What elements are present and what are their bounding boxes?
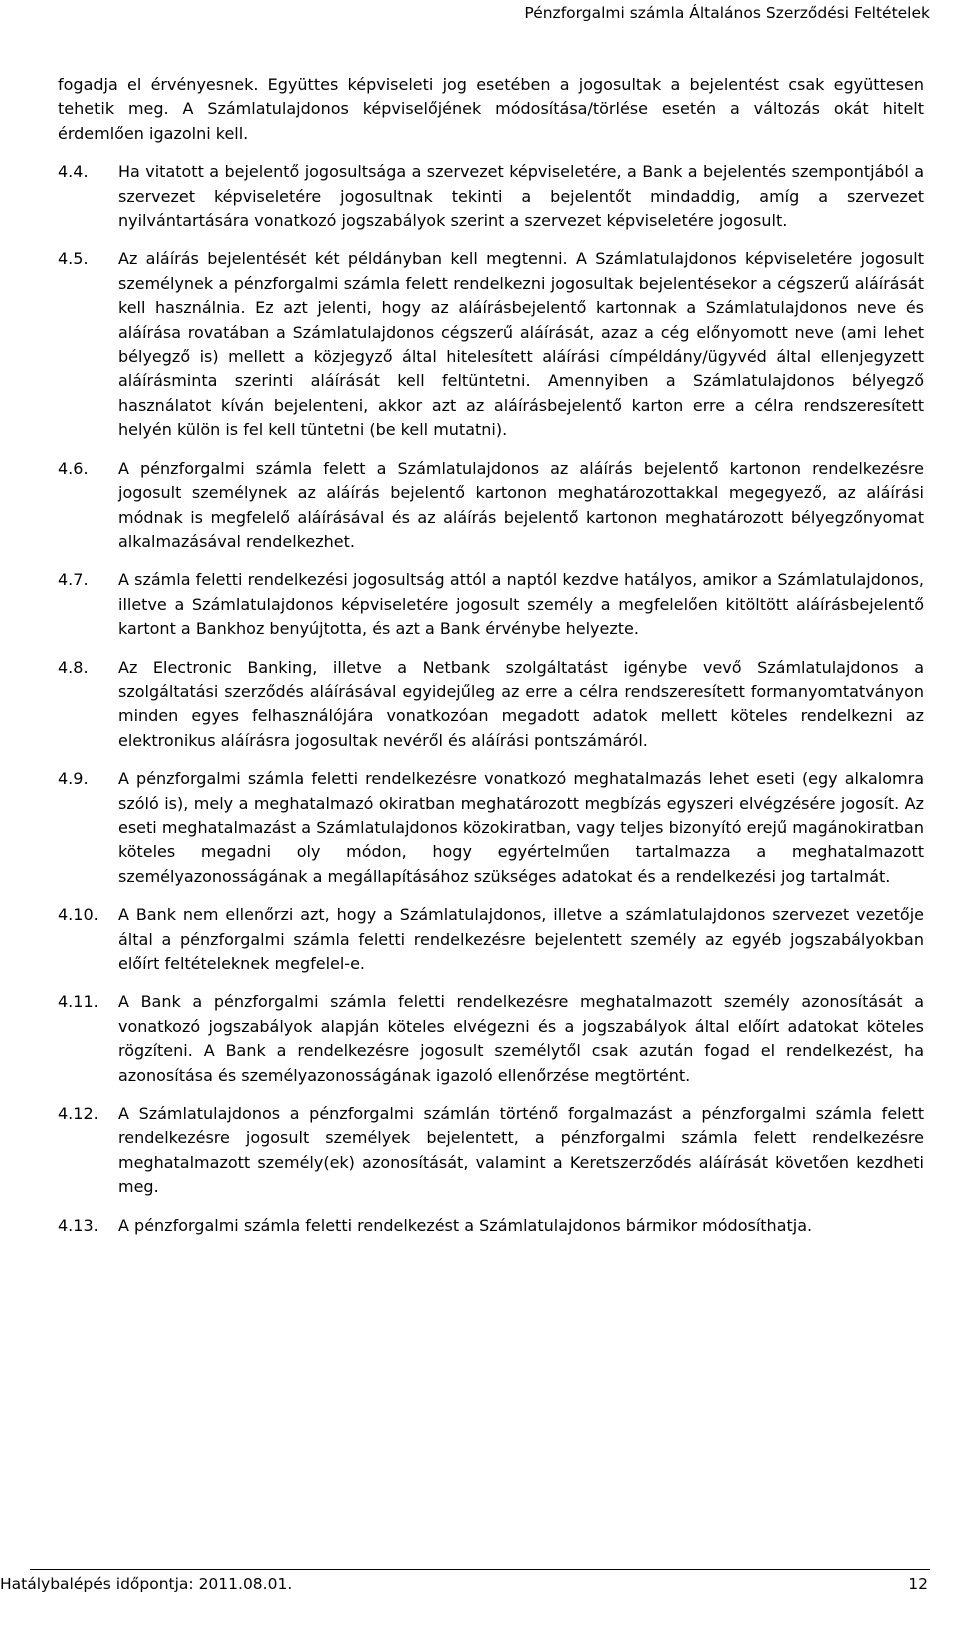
footer-page-number: 12 [908,1575,928,1593]
section-text: A számla feletti rendelkezési jogosultság attól a naptól kezdve hatályos, amikor a Számlatulajdonos, illetve a Számlatulajdonos képviseletére jogosult személy a megfelelően kitöltött aláírásbejelentő kartont a Bankhoz benyújtotta, és azt a Bank érvénybe helyezte. [118,570,924,639]
section-4-8 [58,656,924,754]
section-text: A Bank a pénzforgalmi számla feletti rendelkezésre meghatalmazott személy azonosítását a vonatkozó jogszabályok alapján köteles elvégezni és a jogszabályok által előírt adatokat köteles rögzíteni. A Bank a rendelkezésre jogosult személytől csak azután fogad el rendelkezést, ha azonosítása és személyazonosságának igazoló ellenőrzése megtörtént. [118,992,924,1085]
section-4-6 [58,457,924,555]
page-header-title: Pénzforgalmi számla Általános Szerződési Feltételek [524,4,930,22]
section-text: Az aláírás bejelentését két példányban kell megtenni. A Számlatulajdonos képviseletére jogosult személynek a pénzforgalmi számla felett rendelkezni jogosultak bejelentésekor a cégszerű aláírását kell használnia. Ez azt jelenti, hogy az aláírásbejelentő kartonnak a Számlatulajdonos neve és aláírása rovatában a Számlatulajdonos cégszerű aláírását, azaz a cég előnyomott neve (ami lehet bélyegző is) mellett a közjegyző által hitelesített aláírási címpéldány/ügyvéd által ellenjegyzett aláírásminta szerinti aláírását kell feltüntetni. Amennyiben a Számlatulajdonos bélyegző használatot kíván bejelenteni, akkor azt az aláírásbejelentő karton erre a célra rendszeresített helyén külön is fel kell tüntetni (be kell mutatni). [118,249,924,440]
section-4-11 [58,990,924,1088]
section-4-7 [58,568,924,641]
section-4-5 [58,247,924,442]
section-4-12 [58,1102,924,1200]
section-number: 4.13. [58,1215,99,1235]
section-text: A pénzforgalmi számla feletti rendelkezést a Számlatulajdonos bármikor módosíthatja. [118,1215,813,1235]
section-4-9 [58,767,924,889]
section-text: A Számlatulajdonos a pénzforgalmi számlán történő forgalmazást a pénzforgalmi számla felett rendelkezésre jogosult személyek bejelentett, a pénzforgalmi számla felett rendelkezésre meghatalmazott személy(ek) azonosítását, valamint a Keretszerződés aláírását követően kezdheti meg. [118,1104,924,1197]
footer-effective-date: Hatálybalépés időpontja: 2011.08.01. [0,1575,293,1593]
section-text: A pénzforgalmi számla felett a Számlatulajdonos az aláírás bejelentő kartonon rendelkezésre jogosult személynek az aláírás bejelentő kartonon meghatározottakkal megegyező, az aláírási módnak is megfelelő aláírásával és az aláírás bejelentő kartonon meghatározott bélyegzőnyomat alkalmazásával rendelkezhet. [118,458,924,551]
section-text: A pénzforgalmi számla feletti rendelkezésre vonatkozó meghatalmazás lehet eseti (egy alkalomra szóló is), mely a meghatalmazó okiratban meghatározott megbízás egyszeri elvégzésére jogosít. Az eseti meghatalmazást a Számlatulajdonos közokiratban, vagy teljes bizonyító erejű magánokiratban köteles megadni oly módon, hogy egyértelműen tartalmazza a meghatalmazott személyazonosságának a megállapításához szükséges adatokat és a rendelkezési jog tartalmát. [118,769,924,886]
footer-divider [30,1569,930,1570]
section-number: 4.7. [58,570,89,590]
section-number: 4.5. [58,249,89,269]
section-text: Az Electronic Banking, illetve a Netbank szolgáltatást igénybe vevő Számlatulajdonos a szolgáltatási szerződés aláírásával egyidejűleg az erre a célra rendszeresített formanyomtatványon minden egyes felhasználójára vonatkozóan megadott adatok mellett köteles rendelkezni az elektronikus aláírásra jogosultak nevéről és aláírási pontszámáról. [118,657,924,750]
section-number: 4.11. [58,992,99,1012]
section-4-13 [58,1214,924,1238]
section-number: 4.4. [58,162,89,182]
section-text: Ha vitatott a bejelentő jogosultsága a szervezet képviseletére, a Bank a bejelentés szempontjából a szervezet képviseletére jogosultnak tekinti a bejelentőt mindaddig, amíg a szervezet nyilvántartására vonatkozó jogszabályok szerint a szervezet képviseletére jogosult. [118,162,924,231]
section-4-10 [58,903,924,976]
section-number: 4.12. [58,1104,99,1124]
document-body [58,73,924,1252]
section-4-4 [58,160,924,233]
sections-list [58,160,924,1238]
section-text: A Bank nem ellenőrzi azt, hogy a Számlatulajdonos, illetve a számlatulajdonos szervezet vezetője által a pénzforgalmi számla feletti rendelkezésre bejelentett személy az egyéb jogszabályokban előírt feltételeknek megfelel-e. [118,905,924,973]
section-number: 4.9. [58,769,89,789]
intro-paragraph: fogadja el érvényesnek. Együttes képviseleti jog esetében a jogosultak a bejelentést csak együttesen tehetik meg. A Számlatulajdonos képviselőjének módosítása/törlése esetén a változás okát hitelt érdemlően igazolni kell. [58,75,924,143]
section-number: 4.6. [58,458,89,478]
section-number: 4.10. [58,905,99,925]
section-number: 4.8. [58,657,89,677]
